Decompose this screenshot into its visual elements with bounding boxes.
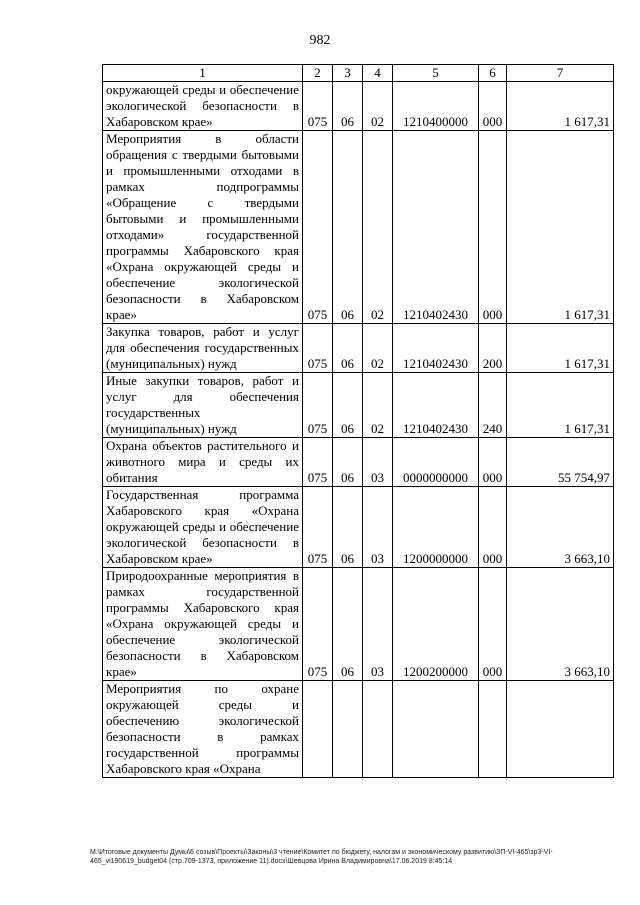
- cell-amount: 1 617,31: [507, 373, 614, 438]
- table-row: [103, 82, 614, 131]
- row-name: Мероприятия по охране окружающей среды и обеспечению экологической безопасности в рамках государственной программы Хабаровского края «Охрана: [103, 681, 303, 778]
- cell-section: 06: [333, 324, 363, 373]
- cell-amount: 1 617,31: [507, 131, 614, 324]
- table-row: [103, 487, 614, 568]
- cell-target-article: 0000000000: [393, 438, 479, 487]
- row-name: Государственная программа Хабаровского края «Охрана окружающей среды и обеспечение экологической безопасности в Хабаровском крае»: [103, 487, 303, 568]
- table-row: [103, 373, 614, 438]
- cell-section: 06: [333, 487, 363, 568]
- cell-ministry-code: 075: [303, 82, 333, 131]
- cell-amount: 1 617,31: [507, 324, 614, 373]
- cell-ministry-code: [303, 681, 333, 778]
- cell-subsection: 02: [363, 373, 393, 438]
- cell-expense-type: 000: [479, 568, 507, 681]
- budget-table: [102, 64, 614, 778]
- cell-subsection: 02: [363, 324, 393, 373]
- cell-amount: [507, 681, 614, 778]
- row-name: Закупка товаров, работ и услуг для обеспечения государственных (муниципальных) нужд: [103, 324, 303, 373]
- cell-expense-type: 000: [479, 131, 507, 324]
- column-header: 6: [479, 65, 507, 82]
- cell-amount: 1 617,31: [507, 82, 614, 131]
- table-row: [103, 131, 614, 324]
- column-header: 5: [393, 65, 479, 82]
- row-name: Охрана объектов растительного и животного мира и среды их обитания: [103, 438, 303, 487]
- cell-target-article: 1210402430: [393, 131, 479, 324]
- cell-expense-type: 000: [479, 487, 507, 568]
- table-header-row: [103, 65, 614, 82]
- cell-target-article: [393, 681, 479, 778]
- cell-amount: 55 754,97: [507, 438, 614, 487]
- cell-section: 06: [333, 438, 363, 487]
- cell-amount: 3 663,10: [507, 487, 614, 568]
- row-name: Мероприятия в области обращения с твердыми бытовыми и промышленными отходами в рамках подпрограммы «Обращение с твердыми бытовыми и промышленными отходами» государственной программы Хабаровского края «Охрана окружающей среды и обеспечение экологической безопасности в Хабаровском крае»: [103, 131, 303, 324]
- cell-expense-type: 200: [479, 324, 507, 373]
- row-name: Природоохранные мероприятия в рамках государственной программы Хабаровского края «Охрана окружающей среды и обеспечение экологической безопасности в Хабаровском крае»: [103, 568, 303, 681]
- row-name: Иные закупки товаров, работ и услуг для обеспечения государственных (муниципальных) нужд: [103, 373, 303, 438]
- column-header: 1: [103, 65, 303, 82]
- cell-target-article: 1210402430: [393, 373, 479, 438]
- cell-section: 06: [333, 82, 363, 131]
- cell-section: 06: [333, 568, 363, 681]
- cell-expense-type: 000: [479, 438, 507, 487]
- cell-subsection: 03: [363, 568, 393, 681]
- cell-ministry-code: 075: [303, 438, 333, 487]
- cell-amount: 3 663,10: [507, 568, 614, 681]
- cell-section: 06: [333, 373, 363, 438]
- cell-ministry-code: 075: [303, 324, 333, 373]
- table-row: [103, 568, 614, 681]
- cell-subsection: 02: [363, 82, 393, 131]
- document-path-footer: M:\Итоговые документы Думы\6 созыв\Проекты\Законы\3 чтение\Комитет по бюджету, налогам и экономическому развитию\ЗП-VI-465\зр3-VI-465_vi190619_budget04 (стр.709-1373, приложение 11).docx\Шевцова Ирина Владимировна\17.06.2019 8:45:14: [90, 849, 553, 865]
- cell-ministry-code: 075: [303, 131, 333, 324]
- column-header: 2: [303, 65, 333, 82]
- cell-target-article: 1210402430: [393, 324, 479, 373]
- cell-expense-type: 240: [479, 373, 507, 438]
- cell-section: [333, 681, 363, 778]
- cell-subsection: 03: [363, 438, 393, 487]
- cell-ministry-code: 075: [303, 373, 333, 438]
- row-name: окружающей среды и обеспечение экологической безопасности в Хабаровском крае»: [103, 82, 303, 131]
- cell-target-article: 1200000000: [393, 487, 479, 568]
- cell-section: 06: [333, 131, 363, 324]
- table-row: [103, 681, 614, 778]
- column-header: 4: [363, 65, 393, 82]
- cell-subsection: 03: [363, 487, 393, 568]
- cell-expense-type: 000: [479, 82, 507, 131]
- column-header: 7: [507, 65, 614, 82]
- cell-target-article: 1210400000: [393, 82, 479, 131]
- cell-ministry-code: 075: [303, 568, 333, 681]
- table-row: [103, 438, 614, 487]
- cell-ministry-code: 075: [303, 487, 333, 568]
- cell-expense-type: [479, 681, 507, 778]
- cell-target-article: 1200200000: [393, 568, 479, 681]
- table-row: [103, 324, 614, 373]
- page-number: 982: [309, 33, 331, 48]
- column-header: 3: [333, 65, 363, 82]
- cell-subsection: [363, 681, 393, 778]
- cell-subsection: 02: [363, 131, 393, 324]
